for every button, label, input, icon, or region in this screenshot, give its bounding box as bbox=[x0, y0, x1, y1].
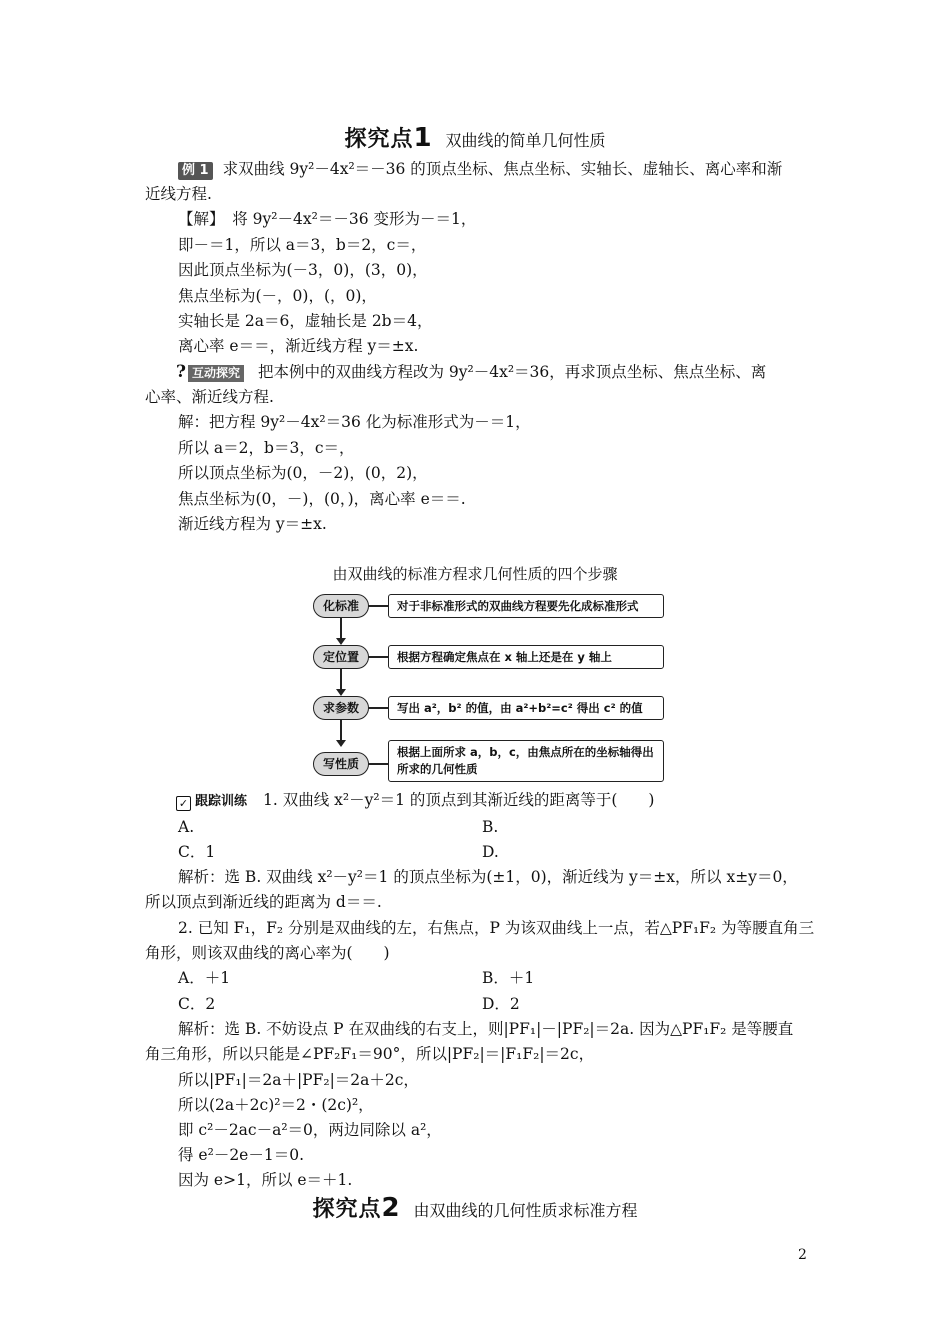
question-text: 1. 双曲线 x²－y²＝1 的顶点到其渐近线的距离等于( ) bbox=[263, 791, 655, 809]
flow-step-desc: 根据上面所求 a，b，c，由焦点所在的坐标轴得出所求的几何性质 bbox=[388, 740, 664, 782]
interactive-solution-line: 所以顶点坐标为(0，－2)，(0，2)， bbox=[178, 464, 428, 482]
section-title: 由双曲线的几何性质求标准方程 bbox=[413, 1201, 638, 1220]
flow-step-desc: 写出 a²，b² 的值，由 a²+b²=c² 得出 c² 的值 bbox=[388, 696, 664, 720]
section-number: 1 bbox=[413, 123, 432, 153]
arrow-down-icon bbox=[336, 638, 346, 645]
flow-connector bbox=[340, 667, 342, 691]
flow-step-label: 化标准 bbox=[313, 594, 369, 618]
q2-line1: 2. 已知 F₁，F₂ 分别是双曲线的左，右焦点，P 为该双曲线上一点，若△PF₁F₂ 为等腰直角三 bbox=[178, 919, 815, 937]
example-tag: 例 1 bbox=[178, 162, 213, 180]
option: C．2 bbox=[178, 995, 216, 1013]
flow-step-label: 写性质 bbox=[313, 752, 369, 776]
interactive-solution-line: 焦点坐标为(0，－)，(0，)，离心率 e＝＝. bbox=[178, 490, 466, 508]
solution-line: 离心率 e＝＝，渐近线方程 y＝±x. bbox=[178, 337, 419, 355]
section-title: 双曲线的简单几何性质 bbox=[445, 131, 606, 150]
arrow-down-icon bbox=[336, 689, 346, 696]
q2-solution-line: 得 e²－2e－1＝0. bbox=[178, 1146, 304, 1164]
interactive-tag: 互动探究 bbox=[188, 365, 244, 382]
checkmark-icon: ✓ bbox=[176, 796, 191, 811]
page-number: 2 bbox=[798, 1247, 807, 1263]
solution-line: 即－＝1，所以 a＝3，b＝2，c＝， bbox=[178, 236, 427, 254]
interactive-text: 把本例中的双曲线方程改为 9y²－4x²＝36，再求顶点坐标、焦点坐标、离 bbox=[257, 363, 767, 381]
option: B. bbox=[482, 818, 499, 836]
option: C．1 bbox=[178, 843, 216, 861]
q2-solution-line: 解析：选 B. 不妨设点 P 在双曲线的右支上，则|PF₁|－|PF₂|＝2a. 因为△PF₁F₂ 是等腰直 bbox=[178, 1020, 794, 1038]
q2-line2: 角形，则该双曲线的离心率为( ) bbox=[145, 944, 390, 962]
q2-solution-line: 所以(2a＋2c)²＝2・(2c)²， bbox=[178, 1096, 374, 1114]
example-text: 求双曲线 9y²－4x²＝－36 的顶点坐标、焦点坐标、实轴长、虚轴长、离心率和渐 bbox=[222, 160, 783, 178]
section2-heading bbox=[0, 1192, 950, 1223]
flow-title: 由双曲线的标准方程求几何性质的四个步骤 bbox=[332, 565, 618, 583]
interactive-solution-line: 所以 a＝2，b＝3，c＝， bbox=[178, 439, 355, 457]
arrow-down-icon bbox=[336, 740, 346, 747]
example-line2: 近线方程. bbox=[145, 185, 212, 203]
q2-solution-line: 所以|PF₁|＝2a＋|PF₂|＝2a＋2c， bbox=[178, 1071, 419, 1089]
flow-link bbox=[368, 707, 388, 709]
solution-line: 因此顶点坐标为(－3，0)，(3，0)， bbox=[178, 261, 428, 279]
option: A. bbox=[178, 818, 195, 836]
solution-line: 焦点坐标为(－，0)，(，0)， bbox=[178, 287, 377, 305]
flow-step-label: 定位置 bbox=[313, 645, 369, 669]
example-line1 bbox=[178, 157, 782, 181]
flow-step-desc: 对于非标准形式的双曲线方程要先化成标准形式 bbox=[388, 594, 664, 618]
solution-line: 实轴长是 2a＝6，虚轴长是 2b＝4， bbox=[178, 312, 433, 330]
q2-solution-line: 角三角形，所以只能是∠PF₂F₁＝90°，所以|PF₂|＝|F₁F₂|＝2c， bbox=[145, 1045, 595, 1063]
flow-link bbox=[368, 605, 388, 607]
option: D．2 bbox=[482, 995, 520, 1013]
interactive-line1 bbox=[176, 360, 766, 384]
q2-solution-line: 即 c²－2ac－a²＝0，两边同除以 a²， bbox=[178, 1121, 442, 1139]
practice-q1 bbox=[176, 788, 654, 814]
option: B．＋1 bbox=[482, 969, 535, 987]
section1-heading bbox=[0, 122, 950, 153]
flow-link bbox=[368, 763, 388, 765]
interactive-line2: 心率、渐近线方程. bbox=[145, 388, 274, 406]
option: A．＋1 bbox=[178, 969, 231, 987]
section-number: 2 bbox=[381, 1193, 400, 1223]
practice-tag bbox=[176, 790, 247, 814]
interactive-solution-line: 解：把方程 9y²－4x²＝36 化为标准形式为－＝1， bbox=[178, 413, 531, 431]
section-label: 探究点 bbox=[312, 1197, 382, 1222]
flow-link bbox=[368, 656, 388, 658]
section-label: 探究点 bbox=[344, 127, 414, 152]
flow-step-label: 求参数 bbox=[313, 696, 369, 720]
practice-tag-label: 跟踪训练 bbox=[195, 794, 248, 809]
interactive-solution-line: 渐近线方程为 y＝±x. bbox=[178, 515, 327, 533]
flow-step-desc: 根据方程确定焦点在 x 轴上还是在 y 轴上 bbox=[388, 645, 664, 669]
q1-solution-line2: 所以顶点到渐近线的距离为 d＝＝. bbox=[145, 893, 382, 911]
question-mark-icon: ? bbox=[176, 362, 186, 382]
q2-solution-line: 因为 e>1，所以 e＝＋1. bbox=[178, 1171, 353, 1189]
option: D. bbox=[482, 843, 499, 861]
solution-line: 【解】 将 9y²－4x²＝－36 变形为－＝1， bbox=[178, 210, 477, 228]
q1-solution-line1: 解析：选 B. 双曲线 x²－y²＝1 的顶点坐标为(±1，0)，渐近线为 y＝±x，所以 x±y＝0， bbox=[178, 868, 798, 886]
